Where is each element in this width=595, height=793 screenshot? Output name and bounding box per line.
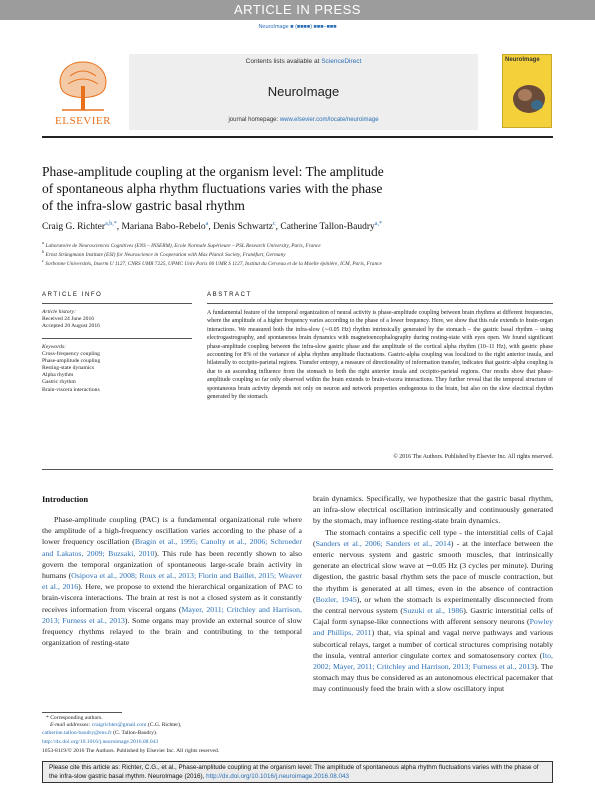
citation-link[interactable]: Sanders et al., 2006; Sanders et al., 2014: [315, 538, 451, 548]
cite-doi-link[interactable]: http://dx.doi.org/10.1016/j.neuroimage.2016.08.043: [206, 773, 349, 780]
keyword: Brain-viscera interactions: [42, 386, 100, 393]
citation-link[interactable]: Ito, 2002; Mayer, 2011; Critchley and Harrison, 2013; Furness et al., 2013: [313, 650, 553, 672]
keywords-block: Keywords: Cross-frequency coupling Phase-amplitude coupling Resting-state dynamics Alpha rhythm Gastric rhythm Brain-viscera interactions: [42, 344, 192, 394]
please-cite-box: Please cite this article as: Richter, C.G., et al., Phase-amplitude coupling at the organism level: The amplitude of spontaneous alpha rhythm fluctuations varies with the phase of the infra-slow gastric basal rhythm. NeuroImage (2016), http://dx.doi.org/10.1016/j.neuroimage.2016.08.043: [42, 761, 553, 783]
citation-link[interactable]: Bragin et al., 1995; Canolty et al., 2006; Schroeder and Lakatos, 2009; Buzsaki, 2010: [42, 537, 302, 558]
history-rule: [42, 338, 192, 339]
article-title: [42, 163, 502, 214]
keyword: Alpha rhythm: [42, 372, 74, 379]
footnote-rule: [42, 712, 122, 713]
intro-left-column: Phase-amplitude coupling (PAC) is a fundamental organizational rule where the amplitude of a high-frequency oscillation varies according to the phase of a lower frequency oscillation (Bragin et al., 1995; Canolty et al., 2006; Schroeder and Lakatos, 2009; Buzsaki, 2010). This rule has been recently shown to also govern the temporal organization of spontaneous large-scale brain activity in humans (Osipova et al., 2008; Roux et al., 2013; Florin and Baillet, 2015; Weaver et al., 2016). Here, we propose to extend the hierarchical organization of PAC to brain-viscera interactions. The brain at rest is not a closed system as it constantly receives information from visceral organs (Mayer, 2011; Critchley and Harrison, 2013; Furness et al., 2013). Some organs may provide an external source of slow frequency rhythms relayed to the brain and contributing to the temporal organization of resting-state: [42, 515, 302, 648]
doi-link[interactable]: http://dx.doi.org/10.1016/j.neuroimage.2016.08.043: [42, 739, 159, 745]
keyword: Resting-state dynamics: [42, 365, 95, 372]
title-line: Phase-amplitude coupling at the organism level: The amplitude: [42, 164, 384, 179]
citation-link[interactable]: Powley and Phillips, 2011: [313, 617, 553, 638]
affiliation: $^c$ Sorbonne Universités, Inserm U 1127, CNRS UMR 7225, UPMC Univ Paris 06 UMR S 1127, Institut du Cerveau et de la Moelle épinière, ICM, Paris, France: [42, 258, 382, 267]
sciencedirect-link[interactable]: ScienceDirect: [321, 58, 362, 65]
author-name[interactable]: Mariana Babo-Rebelo: [121, 222, 206, 233]
keyword: Gastric rhythm: [42, 379, 76, 386]
citation-link[interactable]: Suzuki et al., 1986: [403, 606, 464, 616]
email-link[interactable]: craigrichter@gmail.com: [91, 722, 147, 729]
abstract-bottom-rule: [42, 469, 553, 470]
publisher-name: ELSEVIER: [55, 115, 111, 127]
article-info-heading: ARTICLE INFO: [42, 292, 103, 298]
journal-homepage-link[interactable]: www.elsevier.com/locate/neuroimage: [279, 117, 379, 123]
issn-line: 1053-8119/© 2016 The Authors. Published by Elsevier Inc. All rights reserved.: [42, 748, 220, 754]
journal-homepage-line: journal homepage: www.elsevier.com/locate/neuroimage: [228, 117, 379, 123]
title-line: of spontaneous alpha rhythm fluctuations varies with the phase: [42, 181, 383, 196]
keyword: Cross-frequency coupling: [42, 351, 100, 358]
abstract-copyright: © 2016 The Authors. Published by Elsevier Inc. All rights reserved.: [393, 454, 553, 460]
introduction-heading: Introduction: [42, 494, 89, 504]
intro-right-column: brain dynamics. Specifically, we hypothesize that the gastric basal rhythm, an infra-slow electrical oscillation intrinsically and continuously generated by the stomach, may influence resting-state brain dynamics. The stomach contains a specific cell type - the interstitial cells of Cajal (Sanders et al., 2006; Sanders et al., 2014) - at the interface between the enteric nervous system and gastric smooth muscles, that intrinsically generate an electrical slow wave at ∼0.05 Hz (3 cycles per minute). During digestion, the gastric basal rhythm sets the pace of muscle contraction, but the rhythm is generated at all times, even in the absence of contraction (Bozler, 1945), or when the stomach is experimentally disconnected from the central nervous system (Suzuki et al., 1986). Gastric interstitial cells of Cajal form synapse-like connections with afferent sensory neurons (Powley and Phillips, 2011) that, via spinal and vagal nerve pathways and various subcortical relays, target a number of cortical structures comprising notably the insula, ventral anterior cingulate cortex and somatosensory cortex (Ito, 2002; Mayer, 2011; Critchley and Harrison, 2013; Furness et al., 2013). The stomach may thus be considered as an autonomous electrical pacemaker that may continuously feed the brain with a slow oscillatory input: [313, 494, 554, 694]
citation-link[interactable]: Mayer, 2011; Critchley and Harrison, 2013; Furness et al., 2013: [42, 604, 302, 625]
author-name[interactable]: Denis Schwartz: [213, 222, 273, 233]
title-line: of the infra-slow gastric basal rhythm: [42, 198, 245, 213]
author-list: Craig G. Richter$^{a,b,*}$, Mariana Babo-Rebelo$^a$, Denis Schwartz$^c$, Catherine Tallon-Baudry$^{a,*}$: [42, 221, 382, 233]
affiliation: $^b$ Ernst Strüngmann Institute (ESI) for Neuroscience in Cooperation with Max Planck Society, Frankfurt, Germany: [42, 249, 286, 258]
header-rule: [42, 136, 553, 138]
abstract-heading: ABSTRACT: [207, 292, 252, 298]
keyword: Phase-amplitude coupling: [42, 358, 101, 365]
abstract-text: A fundamental feature of the temporal organization of neural activity is phase-amplitude coupling between brain rhythms at different frequencies, where the amplitude of a higher frequency varies according to the phase of a lower frequency. Here, we show that this rule extends to brain-organ interactions. We measured both the infra-slow (∼0.05 Hz) rhythm intrinsically generated by the stomach – the gastric basal rhythm – using electrogastrography, and spontaneous brain dynamics with magnetoencephalography during resting-state with eyes open. We found significant phase-amplitude coupling between the infra-slow gastric phase and the amplitude of the cortical alpha rhythm (10–11 Hz), with gastric phase accounting for 8% of the variance of alpha rhythm amplitude fluctuations. Gastric-alpha coupling was localized to the right anterior insula, and bilaterally to occipito-parietal regions. Transfer entropy, a measure of directionality of information transfer, indicates that gastric-alpha coupling is due to an ascending influence from the stomach to both the right anterior insula and occipito-parietal regions. Our results show that phase-amplitude coupling so far only observed within the brain extends to brain-viscera interactions. They further reveal that the temporal structure of spontaneous brain activity depends not only on neuron and network properties endogenous to the brain, but also on the slow electrical rhythm generated by the stomach.: [207, 310, 553, 401]
corresponding-footnote: * Corresponding authors. E-mail addresses: craigrichter@gmail.com (C.G. Richter), catherine.tallon-baudry@ens.fr (C. Tallon-Baudry).: [42, 715, 182, 736]
affiliation: $^a$ Laboratoire de Neurosciences Cognitives (ENS – INSERM), Ecole Normale Supérieure – PSL Research University, Paris, France: [42, 240, 321, 249]
article-in-press-banner: ARTICLE IN PRESS: [0, 0, 595, 20]
article-info-rule: [42, 303, 192, 304]
abstract-rule: [207, 303, 553, 304]
contents-line: Contents lists available at ScienceDirect: [245, 58, 362, 65]
citation-link[interactable]: Bozler, 1945: [315, 594, 357, 604]
journal-volume-line: NeuroImage ■ (■■■■) ■■■–■■■: [258, 24, 337, 30]
cover-title: NeuroImage: [505, 57, 540, 63]
article-history: Article history: Received 24 June 2016 Accepted 20 August 2016: [42, 309, 100, 330]
author-name[interactable]: Catherine Tallon-Baudry: [280, 222, 375, 233]
author-name[interactable]: Craig G. Richter: [42, 222, 106, 233]
journal-cover-image: [502, 54, 552, 128]
citation-link[interactable]: Osipova et al., 2008; Roux et al., 2013; Florin and Baillet, 2015; Weaver et al., 2016: [42, 571, 302, 592]
journal-title: NeuroImage: [267, 84, 340, 99]
email-link[interactable]: catherine.tallon-baudry@ens.fr: [42, 729, 112, 736]
